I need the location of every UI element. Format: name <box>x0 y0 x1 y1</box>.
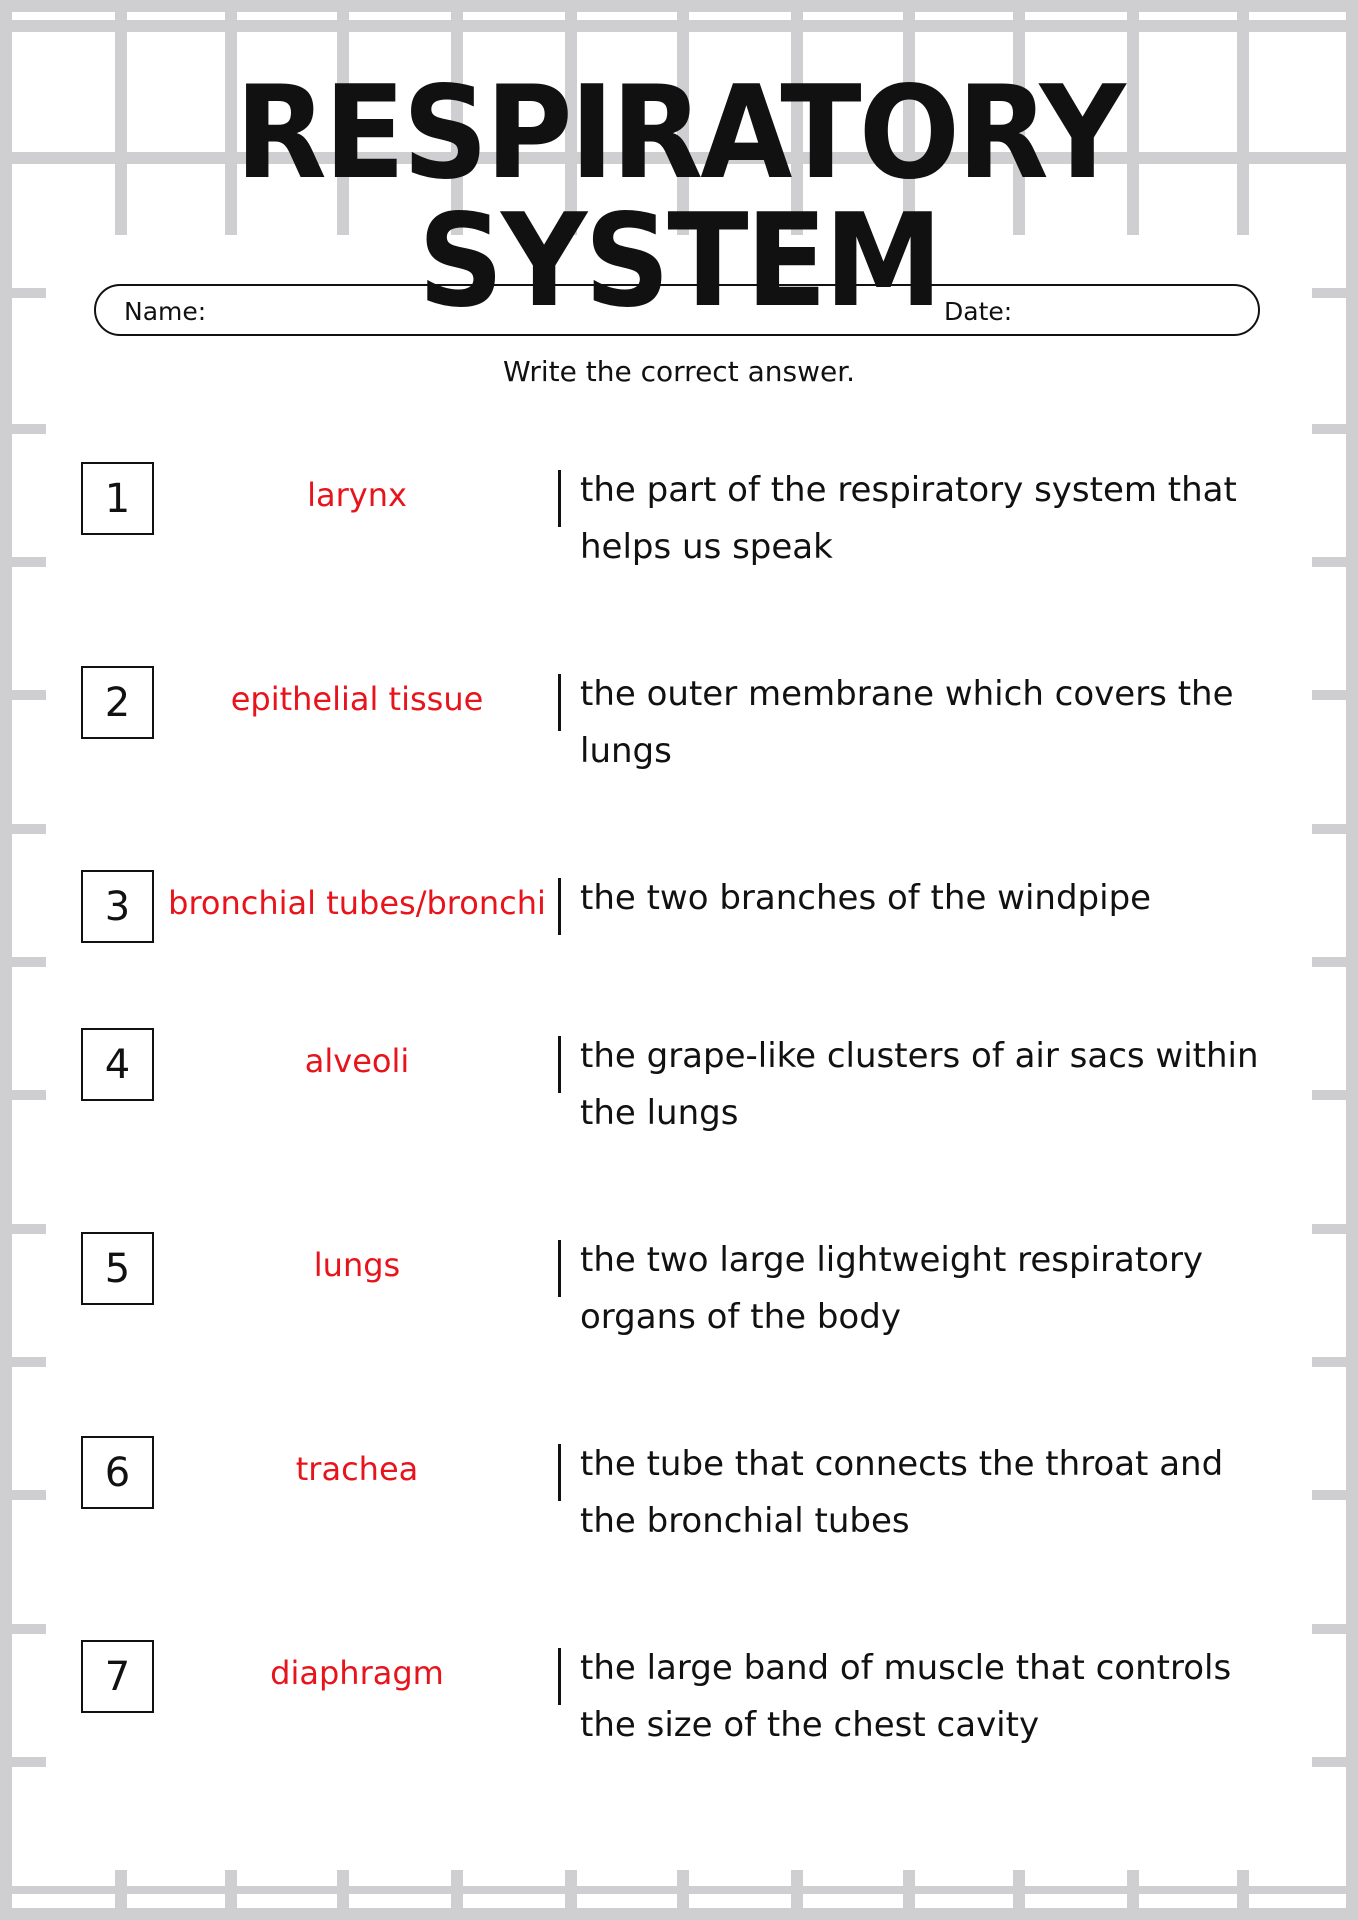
definition-text: the large band of muscle that controls the size of the chest cavity <box>580 1648 1232 1745</box>
answer-text: alveoli <box>304 1042 410 1080</box>
instructions: Write the correct answer. <box>502 355 856 388</box>
definition-text: the tube that connects the throat and the bronchial tubes <box>580 1444 1224 1541</box>
row-divider <box>558 1648 561 1705</box>
question-number: 4 <box>81 1028 154 1101</box>
question-number: 6 <box>81 1436 154 1509</box>
page-title: RESPIRATORY SYSTEM <box>235 59 1123 336</box>
frame-tick <box>12 424 46 434</box>
question-row <box>0 1028 1358 1148</box>
question-number: 7 <box>81 1640 154 1713</box>
frame-tick <box>1312 824 1346 834</box>
answer-text: trachea <box>295 1450 419 1488</box>
row-divider <box>558 1036 561 1093</box>
definition-text: the grape-like clusters of air sacs within the lungs <box>580 1036 1259 1133</box>
frame-tick <box>12 824 46 834</box>
question-row <box>0 1232 1358 1352</box>
question-row <box>0 462 1358 582</box>
name-date-bar <box>94 284 1260 336</box>
frame-tick <box>12 1624 46 1634</box>
frame-tick <box>1312 424 1346 434</box>
answer-text: lungs <box>313 1246 401 1284</box>
definition-text: the two large lightweight respiratory organs of the body <box>580 1240 1204 1337</box>
frame-tick <box>12 288 46 298</box>
name-label: Name: <box>124 297 207 326</box>
question-row <box>0 1640 1358 1760</box>
row-divider <box>558 878 561 935</box>
frame-tick <box>1312 1624 1346 1634</box>
question-number: 5 <box>81 1232 154 1305</box>
question-number: 2 <box>81 666 154 739</box>
date-label: Date: <box>944 297 1013 326</box>
question-row <box>0 1436 1358 1556</box>
definition-text: the two branches of the windpipe <box>580 878 1152 918</box>
answer-text: bronchial tubes/bronchi <box>168 884 546 922</box>
definition-text: the part of the respiratory system that helps us speak <box>580 470 1237 567</box>
frame-tick <box>1312 1357 1346 1367</box>
row-divider <box>558 1444 561 1501</box>
answer-text: diaphragm <box>270 1654 444 1692</box>
question-row <box>0 870 1358 990</box>
row-divider <box>558 1240 561 1297</box>
frame-tick <box>1312 288 1346 298</box>
row-divider <box>558 470 561 527</box>
definition-text: the outer membrane which covers the lungs <box>580 674 1234 771</box>
question-row <box>0 666 1358 786</box>
answer-text: epithelial tissue <box>230 680 484 718</box>
frame-tick <box>12 1357 46 1367</box>
question-number: 3 <box>81 870 154 943</box>
answer-text: larynx <box>307 476 407 514</box>
row-divider <box>558 674 561 731</box>
question-number: 1 <box>81 462 154 535</box>
